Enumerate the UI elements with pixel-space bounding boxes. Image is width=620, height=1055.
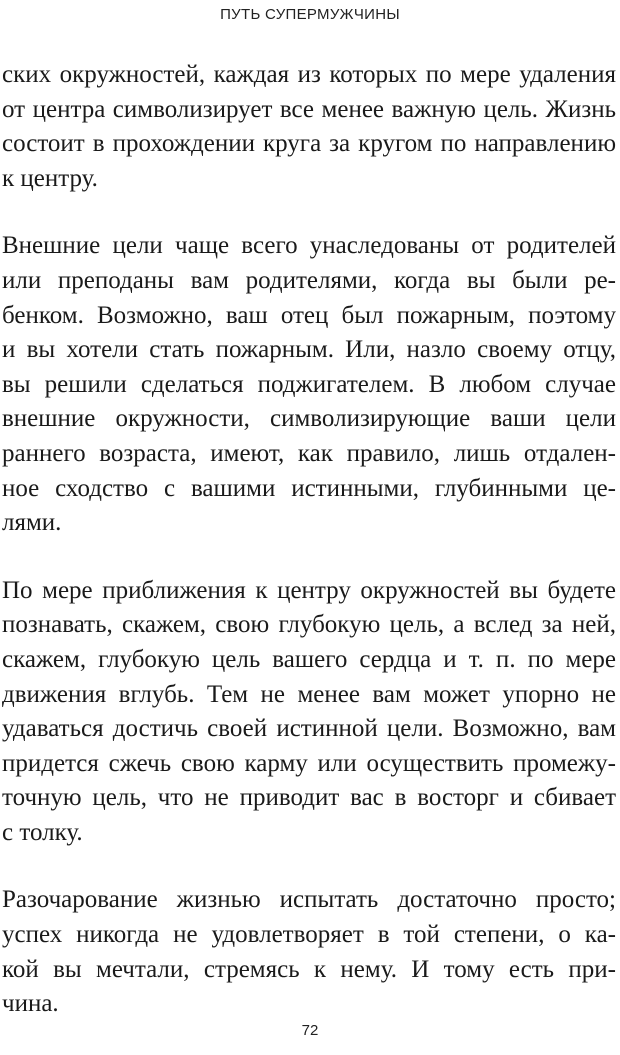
text-line: и вы хотели стать пожарным. Или, назло своему отцу, [2,336,616,364]
text-line: движения вглубь. Тем не менее вам может упорно не [2,680,616,708]
text-line: от центра символизирует все менее важную цель. Жизнь [2,95,616,123]
paragraph-4 [2,883,616,1021]
page-number: 72 [301,1022,319,1039]
text-line: ских окружностей, каждая из которых по мере удаления [2,61,616,88]
text-line: успех никогда не удовлетворяет в той степени, о ка- [2,921,616,949]
running-head-title: ПУТЬ СУПЕРМУЖЧИНЫ [220,6,400,23]
text-line: удаваться достичь своей истинной цели. Возможно, вам [2,715,616,743]
text-line: точную цель, что не приводит вас в восторг и сбивает [2,784,616,812]
text-line: вы решили сделаться поджигателем. В любом случае [2,370,616,398]
text-line: познавать, скажем, свою глубокую цель, а вслед за ней, [2,611,616,639]
paragraph-1 [2,58,616,196]
text-line: лями. [2,509,62,537]
paragraph-2 [2,229,616,540]
text-line: Внешние цели чаще всего унаследованы от родителей [2,232,616,260]
page-body [2,58,616,1055]
text-line: придется сжечь свою карму или осуществить промежу- [2,749,616,777]
text-line: к центру. [2,164,98,192]
text-line: скажем, глубокую цель вашего сердца и т. п. по мере [2,645,616,673]
text-line: чина. [2,990,59,1018]
text-line: Разочарование жизнью испытать достаточно просто; [2,886,616,914]
text-line: с толку. [2,818,83,846]
text-line: внешние окружности, символизирующие ваши цели [2,405,616,433]
text-line: По мере приближения к центру окружностей вы будете [2,576,616,604]
text-line: кой вы мечтали, стремясь к нему. И тому есть при- [2,955,616,983]
text-line: или преподаны вам родителями, когда вы были ре- [2,266,616,294]
text-line: бенком. Возможно, ваш отец был пожарным, поэтому [2,301,616,329]
text-line: состоит в прохождении круга за кругом по направлению [2,130,616,158]
text-line: ное сходство с вашими истинными, глубинными це- [2,474,616,502]
paragraph-3 [2,574,616,851]
text-line: раннего возраста, имеют, как правило, лишь отдален- [2,439,616,467]
